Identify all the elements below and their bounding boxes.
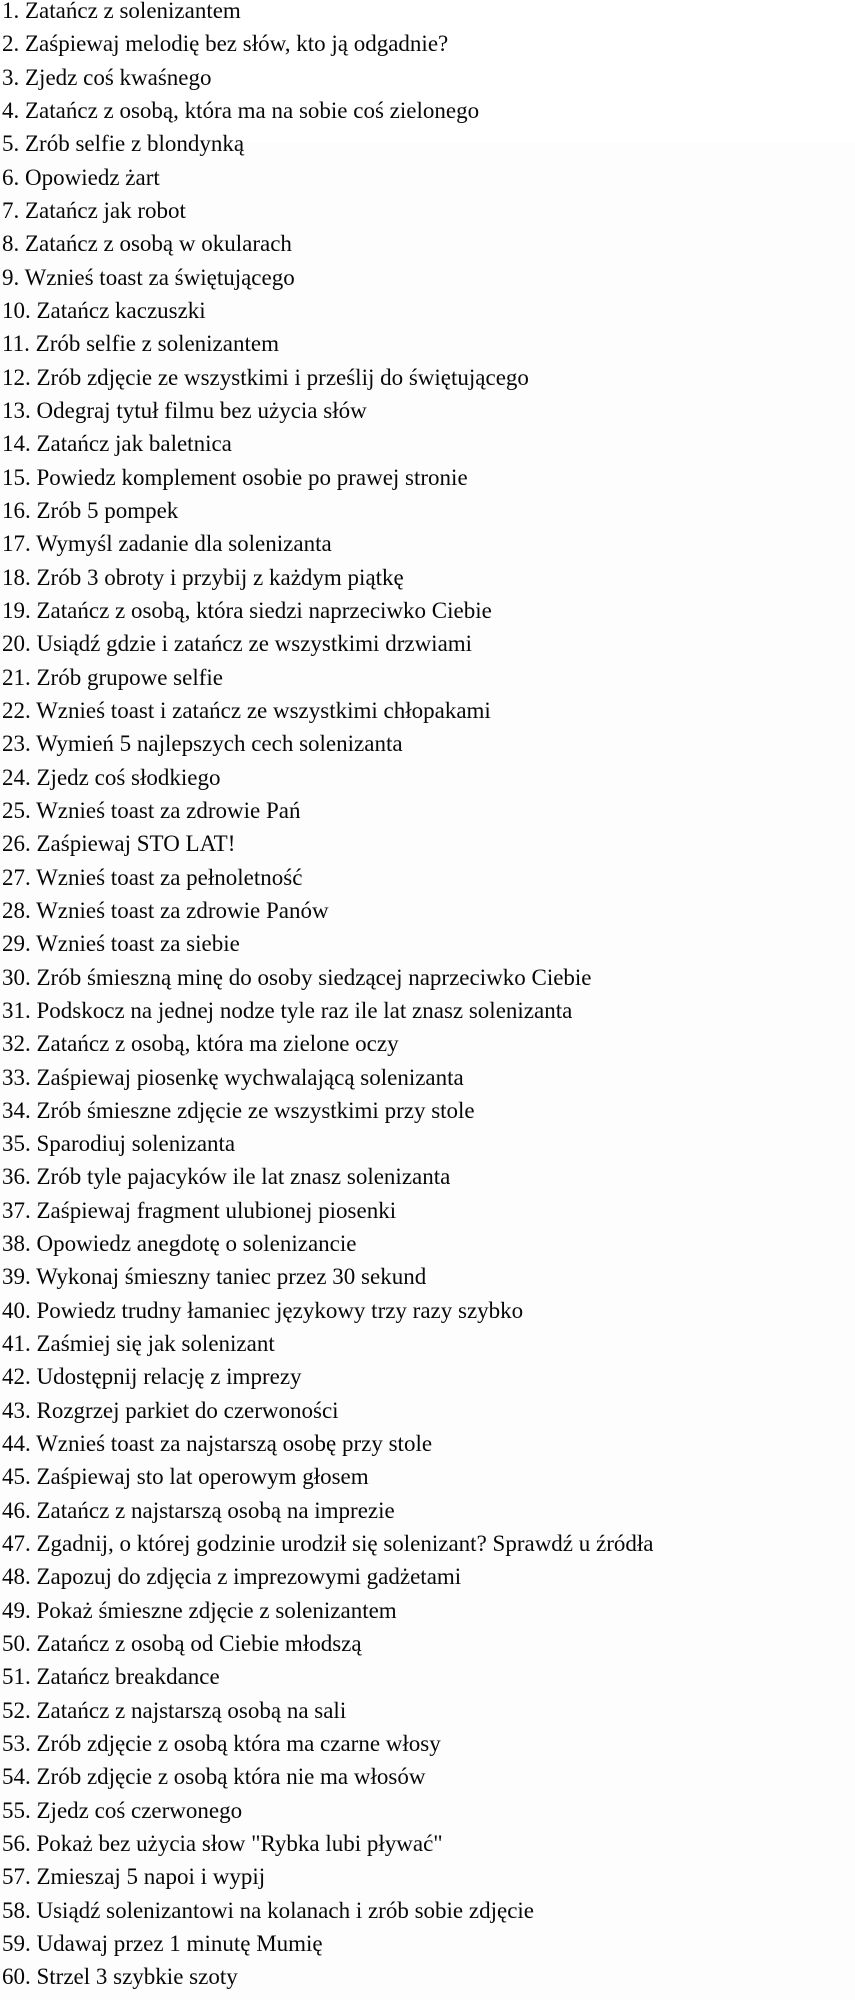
list-item: 24. Zjedz coś słodkiego — [2, 764, 221, 790]
list-item: 20. Usiądź gdzie i zatańcz ze wszystkimi drzwiami — [2, 631, 473, 657]
list-item: 60. Strzel 3 szybkie szoty — [2, 1964, 238, 1990]
list-item: 7. Zatańcz jak robot — [2, 197, 186, 223]
list-item: 19. Zatańcz z osobą, która siedzi naprzeciwko Ciebie — [2, 597, 492, 623]
list-item: 17. Wymyśl zadanie dla solenizanta — [2, 531, 332, 557]
list-item: 2. Zaśpiewaj melodię bez słów, kto ją odgadnie? — [2, 31, 449, 57]
list-item: 26. Zaśpiewaj STO LAT! — [2, 831, 236, 857]
list-item: 14. Zatańcz jak baletnica — [2, 431, 232, 457]
list-item: 53. Zrób zdjęcie z osobą która ma czarne włosy — [2, 1731, 441, 1757]
list-item: 57. Zmieszaj 5 napoi i wypij — [2, 1864, 266, 1890]
list-item: 44. Wznieś toast za najstarszą osobę przy stole — [2, 1431, 433, 1457]
list-item: 42. Udostępnij relację z imprezy — [2, 1364, 302, 1390]
list-item: 3. Zjedz coś kwaśnego — [2, 64, 212, 90]
list-item: 16. Zrób 5 pompek — [2, 497, 179, 523]
list-item: 54. Zrób zdjęcie z osobą która nie ma włosów — [2, 1764, 426, 1790]
list-item: 25. Wznieś toast za zdrowie Pań — [2, 797, 301, 823]
list-item: 45. Zaśpiewaj sto lat operowym głosem — [2, 1464, 369, 1490]
list-item: 32. Zatańcz z osobą, która ma zielone oczy — [2, 1031, 399, 1057]
list-item: 36. Zrób tyle pajacyków ile lat znasz solenizanta — [2, 1164, 451, 1190]
list-item: 5. Zrób selfie z blondynką — [2, 131, 245, 157]
list-item: 8. Zatańcz z osobą w okularach — [2, 231, 292, 257]
list-item: 12. Zrób zdjęcie ze wszystkimi i prześlij do świętującego — [2, 364, 529, 390]
list-item: 27. Wznieś toast za pełnoletność — [2, 864, 303, 890]
list-item: 22. Wznieś toast i zatańcz ze wszystkimi chłopakami — [2, 697, 491, 723]
list-item: 23. Wymień 5 najlepszych cech solenizanta — [2, 731, 403, 757]
list-item: 43. Rozgrzej parkiet do czerwoności — [2, 1397, 339, 1423]
list-item: 13. Odegraj tytuł filmu bez użycia słów — [2, 397, 367, 423]
list-item: 46. Zatańcz z najstarszą osobą na imprezie — [2, 1497, 395, 1523]
list-item: 56. Pokaż bez użycia słow "Rybka lubi pływać" — [2, 1831, 443, 1857]
list-item: 29. Wznieś toast za siebie — [2, 931, 240, 957]
list-item: 11. Zrób selfie z solenizantem — [2, 331, 279, 357]
list-item: 6. Opowiedz żart — [2, 164, 160, 190]
list-item: 51. Zatańcz breakdance — [2, 1664, 220, 1690]
list-item: 47. Zgadnij, o której godzinie urodził się solenizant? Sprawdź u źródła — [2, 1531, 654, 1557]
list-item: 41. Zaśmiej się jak solenizant — [2, 1331, 275, 1357]
list-item: 59. Udawaj przez 1 minutę Mumię — [2, 1931, 323, 1957]
list-item: 34. Zrób śmieszne zdjęcie ze wszystkimi przy stole — [2, 1097, 475, 1123]
list-item: 40. Powiedz trudny łamaniec językowy trzy razy szybko — [2, 1297, 524, 1323]
list-item: 30. Zrób śmieszną minę do osoby siedzącej naprzeciwko Ciebie — [2, 964, 592, 990]
list-item: 35. Sparodiuj solenizanta — [2, 1131, 236, 1157]
list-item: 33. Zaśpiewaj piosenkę wychwalającą solenizanta — [2, 1064, 464, 1090]
list-item: 31. Podskocz na jednej nodze tyle raz ile lat znasz solenizanta — [2, 997, 573, 1023]
list-item: 1. Zatańcz z solenizantem — [2, 0, 241, 23]
list-item: 38. Opowiedz anegdotę o solenizancie — [2, 1231, 357, 1257]
list-item: 9. Wznieś toast za świętującego — [2, 264, 295, 290]
list-item: 28. Wznieś toast za zdrowie Panów — [2, 897, 329, 923]
list-item: 10. Zatańcz kaczuszki — [2, 297, 206, 323]
list-item: 58. Usiądź solenizantowi na kolanach i zrób sobie zdjęcie — [2, 1897, 535, 1923]
list-item: 55. Zjedz coś czerwonego — [2, 1797, 243, 1823]
list-item: 21. Zrób grupowe selfie — [2, 664, 223, 690]
list-item: 15. Powiedz komplement osobie po prawej stronie — [2, 464, 468, 490]
list-item: 52. Zatańcz z najstarszą osobą na sali — [2, 1697, 347, 1723]
list-item: 50. Zatańcz z osobą od Ciebie młodszą — [2, 1631, 362, 1657]
list-item: 18. Zrób 3 obroty i przybij z każdym piątkę — [2, 564, 404, 590]
list-item: 49. Pokaż śmieszne zdjęcie z solenizantem — [2, 1597, 397, 1623]
list-item: 39. Wykonaj śmieszny taniec przez 30 sekund — [2, 1264, 427, 1290]
list-item: 48. Zapozuj do zdjęcia z imprezowymi gadżetami — [2, 1564, 462, 1590]
list-item: 4. Zatańcz z osobą, która ma na sobie coś zielonego — [2, 97, 480, 123]
list-item: 37. Zaśpiewaj fragment ulubionej piosenki — [2, 1197, 397, 1223]
